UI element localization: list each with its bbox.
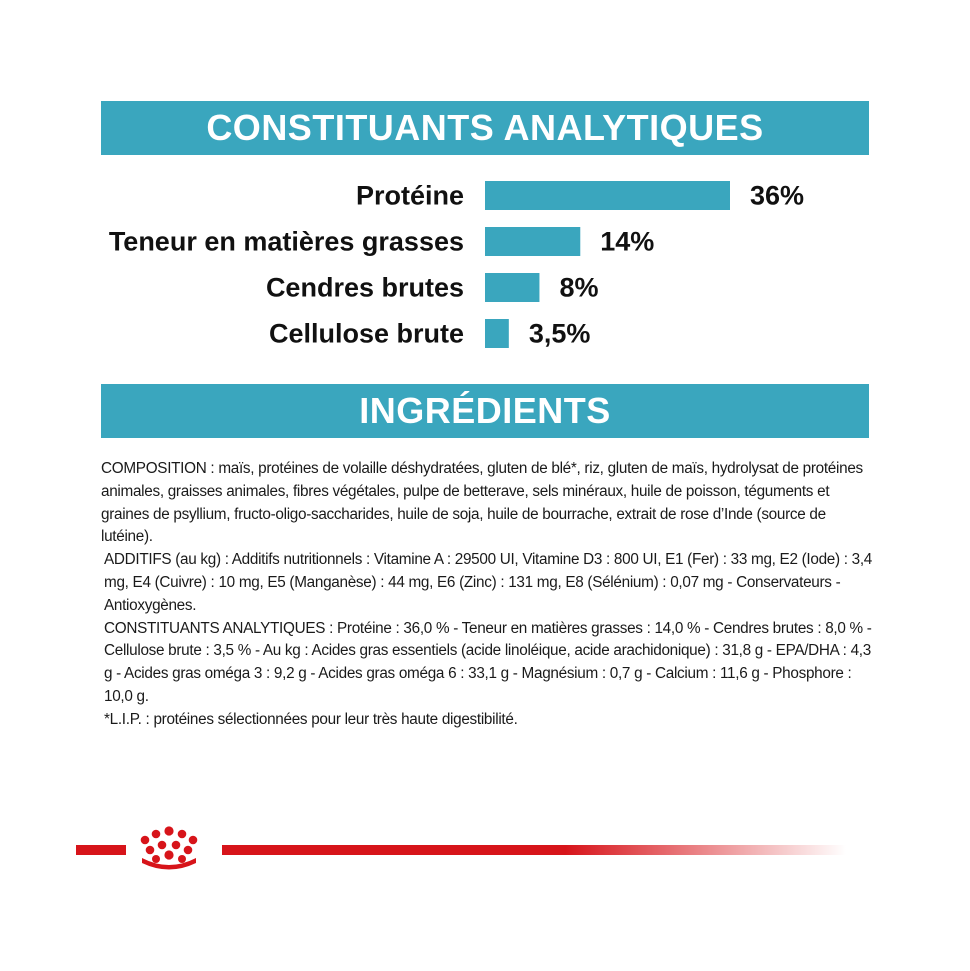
ingredients-title: INGRÉDIENTS bbox=[359, 390, 611, 431]
brand-line-right bbox=[222, 845, 846, 855]
bar bbox=[485, 319, 509, 348]
composition-paragraph: COMPOSITION : maïs, protéines de volaille déshydratées, gluten de blé*, riz, gluten de maïs, hydrolysat de protéines animales, graisses animales, fibres végétales, pulpe de betterave, sels minéraux, huile de poisson, téguments et graines de psyllium, fructo-oligo-saccharides, huile de soja, huile de bourrache, extrait de rose d’Inde (source de lutéine). bbox=[101, 460, 863, 546]
ingredients-header bbox=[101, 384, 869, 438]
bar-value-label: 8% bbox=[559, 272, 599, 303]
analytic-constituents-paragraph: CONSTITUANTS ANALYTIQUES : Protéine : 36,0 % - Teneur en matières grasses : 14,0 % - Cendres brutes : 8,0 % - Cellulose brute : 3,5 % - Au kg : Acides gras essentiels (acide linoléique, acide arachidonique) : 31,8 g - EPA/DHA : 4,3 g - Acides gras oméga 3 : 9,2 g - Acides gras oméga 6 : 33,1 g - Magnésium : 0,7 g - Calcium : 11,6 g - Phosphore : 10,0 g. bbox=[104, 619, 872, 705]
bar bbox=[485, 181, 730, 210]
bar-category-label: Cellulose brute bbox=[268, 318, 464, 349]
brand-line-left bbox=[76, 845, 126, 855]
brand-footer-band bbox=[76, 824, 846, 874]
brand-footer-svg bbox=[76, 824, 846, 874]
royal-crown-icon bbox=[141, 826, 198, 869]
bar-category-label: Protéine bbox=[355, 180, 464, 211]
bar-value-label: 3,5% bbox=[528, 318, 591, 349]
lip-note: *L.I.P. : protéines sélectionnées pour leur très haute digestibilité. bbox=[104, 710, 518, 728]
bar-category-label: Teneur en matières grasses bbox=[108, 226, 464, 257]
analytic-constituents-header bbox=[101, 101, 869, 155]
analytic-bar-chart bbox=[0, 170, 970, 360]
bar-category-label: Cendres brutes bbox=[265, 272, 464, 303]
additives-paragraph: ADDITIFS (au kg) : Additifs nutritionnels : Vitamine A : 29500 UI, Vitamine D3 : 800 UI, E1 (Fer) : 33 mg, E2 (Iode) : 3,4 mg, E4 (Cuivre) : 10 mg, E5 (Manganèse) : 44 mg, E6 (Zinc) : 131 mg, E8 (Sélénium) : 0,07 mg - Conservateurs - Antioxygènes. bbox=[104, 551, 872, 614]
bar bbox=[485, 273, 539, 302]
bar-value-label: 36% bbox=[750, 180, 805, 211]
bar bbox=[485, 227, 580, 256]
ingredients-text-block bbox=[101, 458, 876, 732]
analytic-constituents-title: CONSTITUANTS ANALYTIQUES bbox=[206, 107, 764, 148]
bar-value-label: 14% bbox=[600, 226, 655, 257]
analytic-bar-chart-svg bbox=[0, 170, 970, 360]
